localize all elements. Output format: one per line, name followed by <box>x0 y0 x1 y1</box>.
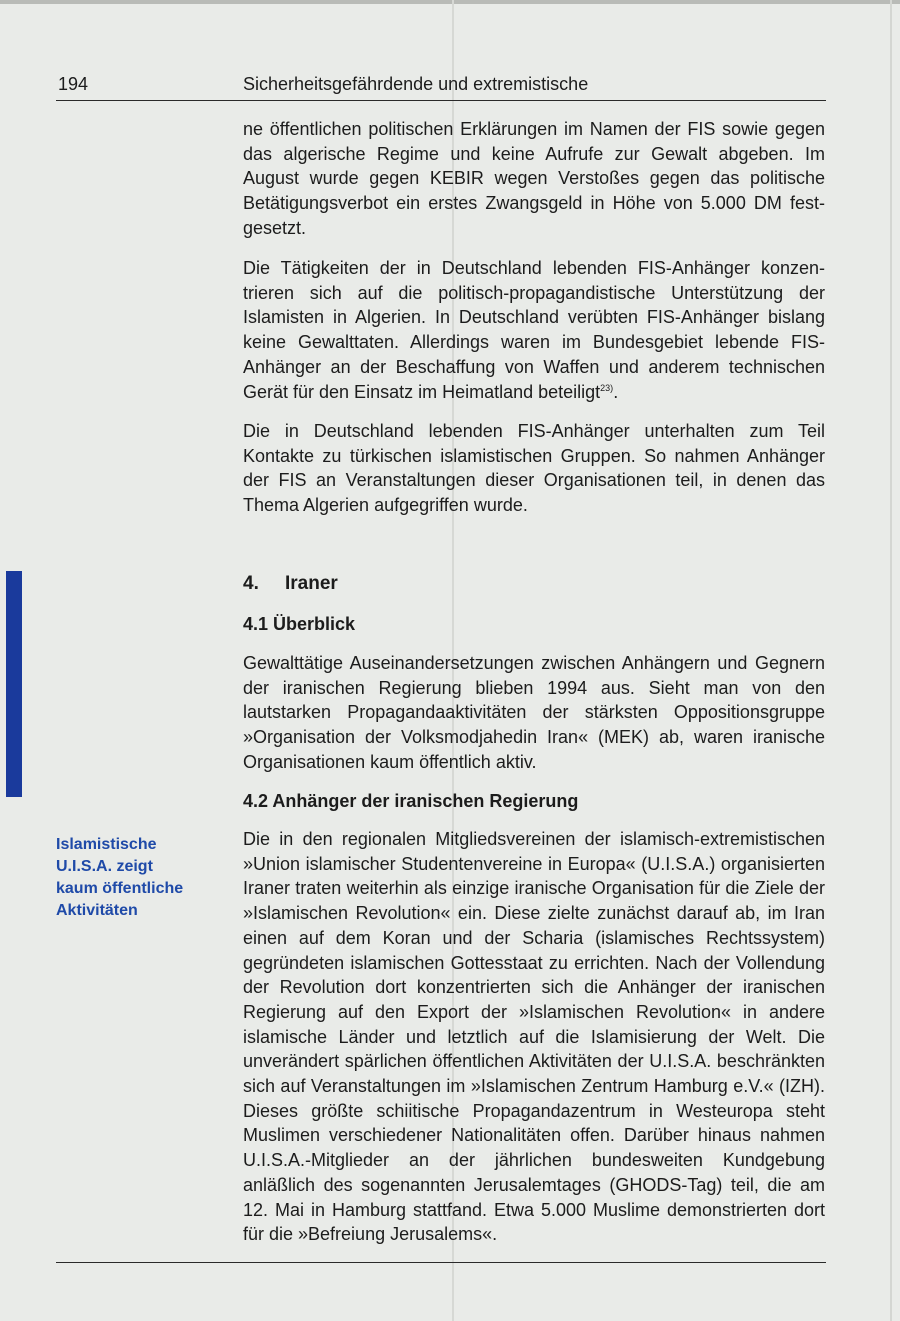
margin-note <box>56 834 226 922</box>
paragraph-text <box>243 256 825 404</box>
subsection-heading-4-1 <box>243 612 825 636</box>
paragraph-text-main: Die Tätigkeiten der in Deutschland lebenden FIS-Anhänger konzentrieren sich auf die politisch-propagandistische Unterstützung der Islamisten in Algerien. In Deutschland verübten FIS-Anhänger bislang keine Gewalttaten. Allerdings waren im Bundesgebiet lebende FIS-Anhänger an der Beschaffung von Waffen und anderem technischen Gerät für den Einsatz im Heimatland beteiligt <box>243 258 825 402</box>
page-top-edge <box>0 0 900 4</box>
body-paragraph-3 <box>243 419 825 518</box>
section-title <box>243 572 825 596</box>
body-paragraph-4-2 <box>243 827 825 1247</box>
section-number: 4. <box>243 573 259 594</box>
margin-note-line: kaum öffentliche <box>56 880 184 897</box>
section-title-text: Iraner <box>285 573 338 594</box>
subsection-title: 4.1 Überblick <box>243 614 356 634</box>
paragraph-end-punctuation: . <box>613 381 619 402</box>
subsection-heading-4-2 <box>243 789 825 813</box>
section-marker-bar <box>6 571 22 797</box>
body-paragraph-2 <box>243 256 825 404</box>
footer-rule <box>56 1262 826 1263</box>
paragraph-text: ne öffentlichen politischen Erklärungen im Namen der FIS sowie gegen das algerische Regime und keine Aufrufe zur Gewalt abgeben. Im August wurde gegen KEBIR wegen Verstoßes gegen das politische Betätigungsverbot ein erstes Zwangsgeld in Höhe von 5.000 DM festgesetzt. <box>243 119 825 238</box>
section-heading <box>243 572 825 596</box>
subsection-title: 4.2 Anhänger der iranischen Regierung <box>243 791 579 811</box>
margin-note-line: U.I.S.A. zeigt <box>56 858 153 875</box>
paragraph-text: Gewalttätige Auseinandersetzungen zwischen Anhängern und Gegnern der iranischen Regierung blieben 1994 aus. Sieht man von den lautstarken Propagandaaktivitäten der stärksten Oppositionsgruppe »Organisation der Volksmodjahedin Iran« (MEK) ab, waren iranische Organisationen kaum öffentlich aktiv. <box>243 653 825 772</box>
footnote-marker: 23) <box>600 382 614 393</box>
margin-note-line: Aktivitäten <box>56 902 138 919</box>
header-rule <box>56 100 826 101</box>
page-number: 194 <box>58 74 89 94</box>
page-right-edge <box>890 0 892 1321</box>
paragraph-text: Die in Deutschland lebenden FIS-Anhänger unterhalten zum Teil Kontakte zu türkischen islamistischen Gruppen. So nahmen Anhänger der FIS an Veranstaltungen dieser Organisationen teil, in denen das Thema Algerien aufgegriffen wurde. <box>243 421 825 516</box>
body-paragraph-4-1 <box>243 651 825 775</box>
running-header-title: Sicherheitsgefährdende und extremistische <box>243 74 589 94</box>
margin-note-line: Islamistische <box>56 836 157 853</box>
paragraph-text: Die in den regionalen Mitgliedsvereinen der islamisch-extremistischen »Union islamischer Studentenvereine in Europa« (U.I.S.A.) organisierten Iraner traten weiterhin als einzige iranische Organisation für die Ziele der »Islamischen Revolution« ein. Diese zielte zunächst darauf ab, im Iran einen auf dem Koran und der Scharia (islamisches Rechtssystem) gegründeten islamischen Gottesstaat zu errichten. Nach der Vollendung der Revolution dort konzentrierten sich die Anhänger der iranischen Regierung auf den Export der »Islamischen Revolution« in andere islamische Länder und letztlich auf die Islamisierung der Welt. Die unverändert spärlichen öffentlichen Aktivitäten der U.I.S.A. beschränkten sich auf Veranstaltungen im »Islamischen Zentrum Hamburg e.V.« (IZH). Dieses größte schiitische Propagandazentrum in Westeuropa steht Muslimen verschiedener Nationalitäten offen. Darüber hinaus nahmen U.I.S.A.-Mitglieder an der jährlichen bundesweiten Kundgebung anläßlich des sogenannten Jerusalemtages (GHODS-Tag) teil, die am 12. Mai in Hamburg stattfand. Etwa 5.000 Muslime demonstrierten dort für die »Befreiung Jerusalems«. <box>243 829 825 1245</box>
body-paragraph-1 <box>243 117 825 241</box>
